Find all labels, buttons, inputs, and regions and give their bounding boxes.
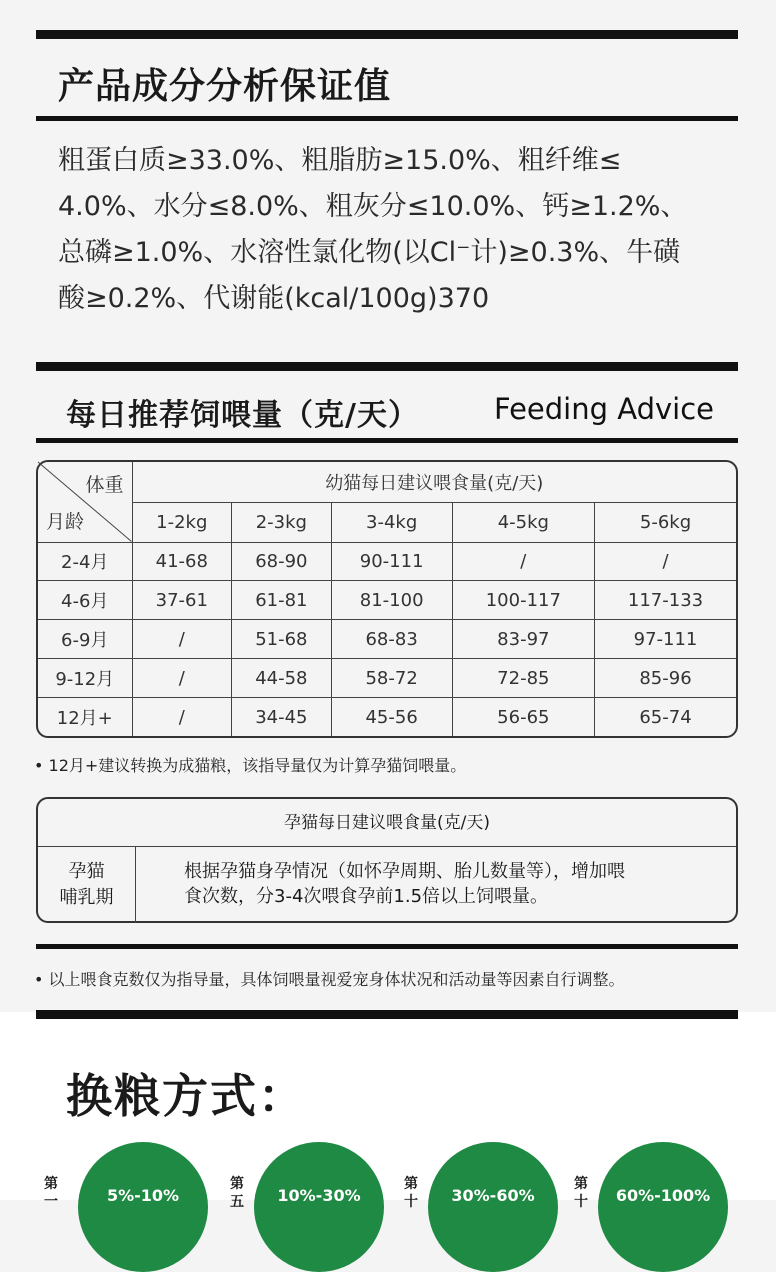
table-cell: /	[595, 542, 736, 581]
table-cell: 100-117	[452, 581, 594, 620]
kitten-table-note: • 12月+建议转换为成猫粮，该指导量仅为计算孕猫饲喂量。	[34, 756, 467, 775]
table-row	[38, 659, 736, 698]
feeding-title: 每日推荐饲喂量（克/天）	[66, 398, 419, 433]
analysis-line: 酸≥0.2%、代谢能(kcal/100g)370	[58, 283, 490, 314]
weight-header: 3-4kg	[331, 502, 452, 542]
footnote: • 以上喂食克数仅为指导量，具体饲喂量视爱宠身体状况和活动量等因素自行调整。	[34, 970, 625, 989]
table-cell: 90-111	[331, 542, 452, 581]
switch-title: 换粮方式：	[66, 1069, 306, 1123]
table-row	[38, 581, 736, 620]
table-cell: 51-68	[232, 620, 332, 659]
age-cell: 9-12月	[38, 659, 132, 698]
step-circle	[598, 1142, 728, 1272]
step-circle	[254, 1142, 384, 1272]
table-group-header: 幼猫每日建议喂食量(克/天)	[132, 462, 736, 502]
table-cell: /	[132, 698, 232, 736]
table-cell: /	[132, 620, 232, 659]
step-circle	[428, 1142, 558, 1272]
table-cell: 61-81	[232, 581, 332, 620]
table-cell: 44-58	[232, 659, 332, 698]
feeding-title-rule	[36, 438, 738, 443]
feeding-title-en: Feeding Advice	[494, 392, 714, 426]
kitten-feeding-table	[36, 460, 738, 738]
switch-top-rule	[36, 1010, 738, 1019]
step-percent: 60%-100%	[615, 1186, 711, 1205]
step-percent: 30%-60%	[451, 1186, 535, 1205]
analysis-line: 4.0%、水分≤8.0%、粗灰分≤10.0%、钙≥1.2%、	[58, 191, 688, 222]
pregnant-label-cell	[38, 847, 136, 923]
table-cell: 37-61	[132, 581, 232, 620]
weight-header: 5-6kg	[595, 502, 736, 542]
table-cell: 41-68	[132, 542, 232, 581]
age-axis-label: 月龄	[46, 510, 85, 533]
weight-header: 2-3kg	[232, 502, 332, 542]
age-cell: 12月+	[38, 698, 132, 736]
weight-header: 1-2kg	[132, 502, 232, 542]
table-cell: 68-90	[232, 542, 332, 581]
weight-axis-label: 体重	[85, 474, 124, 496]
analysis-title-rule	[36, 116, 738, 121]
table-cell: 45-56	[331, 698, 452, 736]
table-cell: 85-96	[595, 659, 736, 698]
table-cell: 58-72	[331, 659, 452, 698]
table-cell: 97-111	[595, 620, 736, 659]
step-percent: 10%-30%	[277, 1186, 361, 1205]
table-cell: 68-83	[331, 620, 452, 659]
lactation-label: 哺乳期	[59, 887, 114, 908]
table-cell: /	[452, 542, 594, 581]
table-corner-cell	[38, 462, 132, 542]
pregnant-advice-text	[136, 847, 736, 923]
table-cell: 83-97	[452, 620, 594, 659]
step-label: 第一	[44, 1176, 58, 1210]
step-label: 第十	[404, 1176, 418, 1210]
age-cell: 6-9月	[38, 620, 132, 659]
analysis-title: 产品成分分析保证值	[58, 66, 392, 107]
age-cell: 2-4月	[38, 542, 132, 581]
pregnant-label: 孕猫	[68, 861, 105, 882]
weight-header: 4-5kg	[452, 502, 594, 542]
table-cell: 56-65	[452, 698, 594, 736]
age-cell: 4-6月	[38, 581, 132, 620]
table-cell: /	[132, 659, 232, 698]
pregnant-table-header: 孕猫每日建议喂食量(克/天)	[38, 799, 736, 847]
footnote-top-rule	[36, 944, 738, 949]
table-row	[38, 620, 736, 659]
table-cell: 72-85	[452, 659, 594, 698]
step-percent: 5%-10%	[106, 1186, 180, 1205]
table-cell: 34-45	[232, 698, 332, 736]
pregnant-feeding-table	[36, 797, 738, 923]
step-label: 第五	[230, 1176, 244, 1210]
feeding-top-rule	[36, 362, 738, 371]
pregnant-advice-line: 食次数，分3-4次喂食孕前1.5倍以上饲喂量。	[184, 886, 549, 907]
table-row	[38, 542, 736, 581]
analysis-line: 总磷≥1.0%、水溶性氯化物(以Cl⁻计)≥0.3%、牛磺	[58, 237, 681, 268]
top-rule	[36, 30, 738, 39]
analysis-text	[58, 138, 728, 322]
table-cell: 65-74	[595, 698, 736, 736]
table-cell: 117-133	[595, 581, 736, 620]
step-label: 第十	[574, 1176, 588, 1210]
pregnant-advice-line: 根据孕猫身孕情况（如怀孕周期、胎儿数量等），增加喂	[184, 861, 625, 882]
step-circle	[78, 1142, 208, 1272]
table-cell: 81-100	[331, 581, 452, 620]
analysis-line: 粗蛋白质≥33.0%、粗脂肪≥15.0%、粗纤维≤	[58, 145, 622, 176]
table-row	[38, 698, 736, 736]
